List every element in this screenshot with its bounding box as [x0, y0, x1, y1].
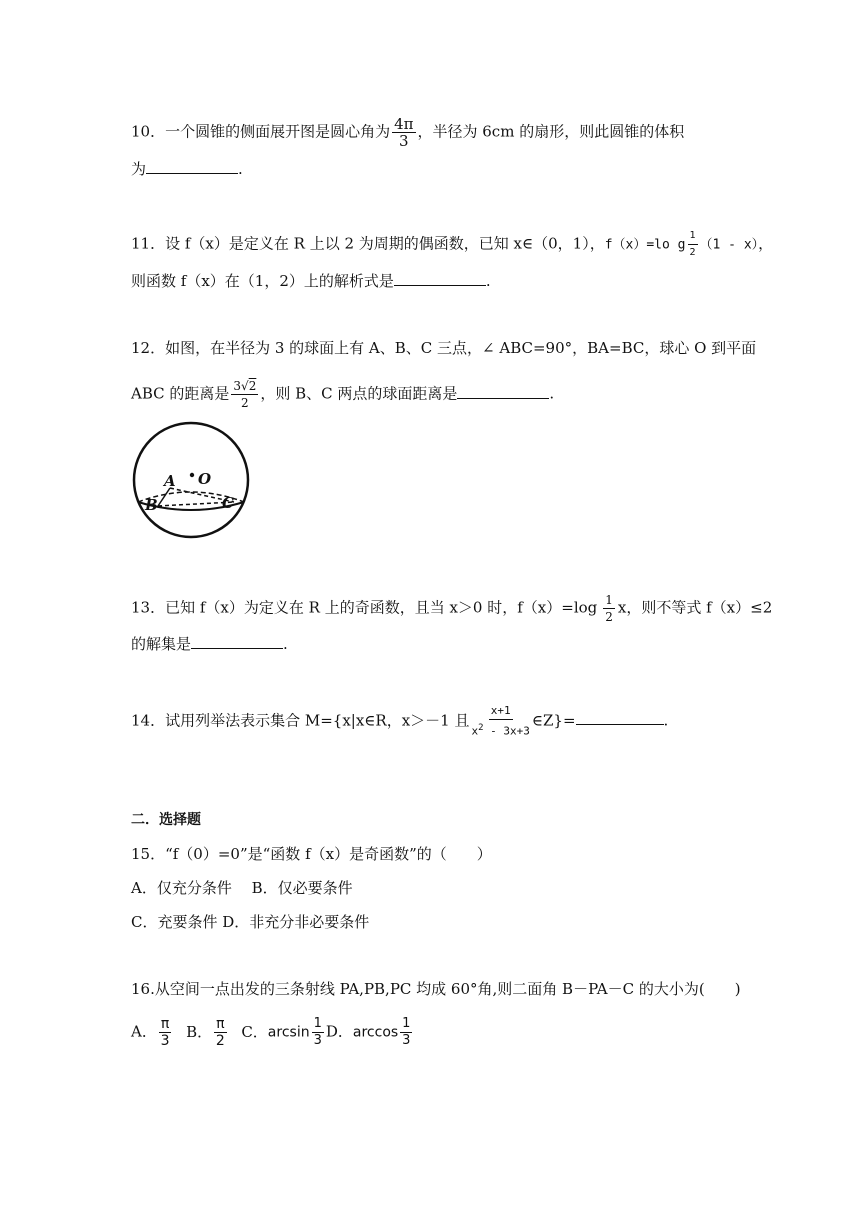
q11-base-den: 2 [689, 247, 696, 258]
q12-num-rad: 2 [248, 379, 257, 393]
q14-line1 [131, 703, 668, 740]
sphere-outline [134, 423, 248, 537]
q12-line2 [131, 378, 554, 411]
q16-option-b-label: B． [186, 1022, 213, 1041]
q16-option-c-frac [312, 1016, 324, 1049]
q16-a-den: 3 [160, 1033, 170, 1049]
section-title: 二．选择题 [131, 812, 201, 828]
q16-c-num: 1 [313, 1016, 322, 1031]
q16-b-num: π [216, 1016, 225, 1032]
q11-formula-b: （1 - x） [699, 237, 759, 253]
q15-options-row2: C．充要条件 D．非充分非必要条件 [131, 913, 370, 931]
q12-frac-den: 2 [241, 396, 249, 410]
q16-d-num: 1 [402, 1016, 411, 1031]
q14-text-pre: 14．试用列举法表示集合 M={x|x∈R，x＞－1 且 [131, 711, 470, 730]
q13-end: . [283, 635, 288, 653]
q13-line2 [131, 634, 288, 654]
q16-c-den: 3 [313, 1033, 322, 1048]
q11-log-base [688, 228, 698, 261]
label-o: O [198, 470, 212, 488]
q16-option-a-frac [159, 1016, 171, 1049]
q16-option-d-frac [400, 1016, 412, 1049]
q13-base-num: 1 [605, 593, 613, 607]
q14-frac-den [471, 720, 529, 740]
q14-end: . [663, 711, 669, 730]
q10-text-line2: 为 [131, 160, 147, 178]
q10-end: . [238, 160, 243, 178]
q16-option-b-frac [214, 1016, 226, 1049]
q13-log-base [603, 592, 615, 625]
q14-den-sup: 2 [478, 723, 484, 733]
q10-text-pre: 10．一个圆锥的侧面展开图是圆心角为 [131, 122, 391, 141]
label-b: B [145, 496, 158, 514]
q14-answer-blank [576, 710, 664, 725]
q12-frac-num: 3√2 [233, 379, 257, 393]
sphere-figure [128, 418, 254, 540]
q11-line2 [131, 271, 491, 291]
q10-frac-den: 3 [399, 132, 409, 150]
q11-text-post: ， [758, 234, 774, 253]
q13-base-den: 2 [605, 610, 613, 624]
q16-option-d-label: D． [325, 1022, 353, 1041]
q11-end: . [485, 272, 491, 290]
q12-answer-blank [457, 384, 549, 399]
q12-text-pre: ABC 的距离是 [131, 384, 230, 403]
q16-options [131, 1016, 414, 1049]
q13-answer-blank [191, 634, 283, 649]
q14-fraction [471, 703, 529, 740]
q10-frac-num: 4π [394, 115, 414, 133]
q15-stem: 15．“f（0）=0”是“函数 f（x）是奇函数”的（ ） [131, 845, 492, 863]
q10-text-post: ，半径为 6cm 的扇形，则此圆锥的体积 [417, 122, 685, 141]
q13-text-line2: 的解集是 [131, 635, 192, 653]
q16-stem: 16.从空间一点出发的三条射线 PA,PB,PC 均成 60°角,则二面角 B－PA－C 的大小为( ) [131, 980, 741, 998]
q16-b-den: 2 [215, 1033, 225, 1049]
label-a: A [164, 472, 176, 490]
q11-line1 [131, 228, 773, 261]
q16-a-num: π [160, 1016, 170, 1032]
label-c: C [222, 494, 234, 512]
q11-formula-a: f（x）=lo g [604, 237, 686, 253]
q13-line1 [131, 592, 772, 625]
q12-end: . [549, 384, 555, 403]
q12-num-coef: 3 [233, 379, 242, 393]
q10-answer-blank [146, 159, 238, 174]
q14-den-b: - 3x+3 [483, 724, 530, 738]
q16-c-func: arcsin [267, 1024, 310, 1041]
q16-option-c-label: C． [241, 1022, 268, 1041]
q12-line1: 12．如图，在半径为 3 的球面上有 A、B、C 三点，∠ ABC=90°，BA=BC，球心 O 到平面 [131, 339, 757, 357]
q12-fraction [231, 378, 258, 411]
q14-den-a: x [471, 724, 479, 738]
segment-ab [158, 488, 170, 506]
q13-text-post: x，则不等式 f（x）≤2 [617, 598, 773, 617]
q10-line2 [131, 159, 243, 179]
q14-text-post: ∈Z}= [531, 711, 576, 730]
q15-options-row1: A．仅充分条件 B．仅必要条件 [131, 879, 353, 897]
q16-d-den: 3 [402, 1033, 411, 1048]
q14-frac-num: x+1 [489, 703, 513, 720]
q11-text-pre: 11．设 f（x）是定义在 R 上以 2 为周期的偶函数，已知 x∈（0，1）， [131, 234, 605, 253]
q13-text-pre: 13．已知 f（x）为定义在 R 上的奇函数，且当 x＞0 时，f（x）=log [131, 598, 598, 617]
q10-fraction [392, 116, 415, 149]
q16-option-a-label: A． [131, 1022, 157, 1041]
center-point [190, 473, 194, 477]
q11-base-num: 1 [688, 228, 698, 245]
q11-answer-blank [394, 271, 486, 286]
q10-line1 [131, 116, 684, 149]
q11-text-line2: 则函数 f（x）在（1，2）上的解析式是 [131, 272, 394, 290]
q16-d-func: arccos [352, 1024, 399, 1041]
q12-text-post: ，则 B、C 两点的球面距离是 [260, 384, 458, 403]
